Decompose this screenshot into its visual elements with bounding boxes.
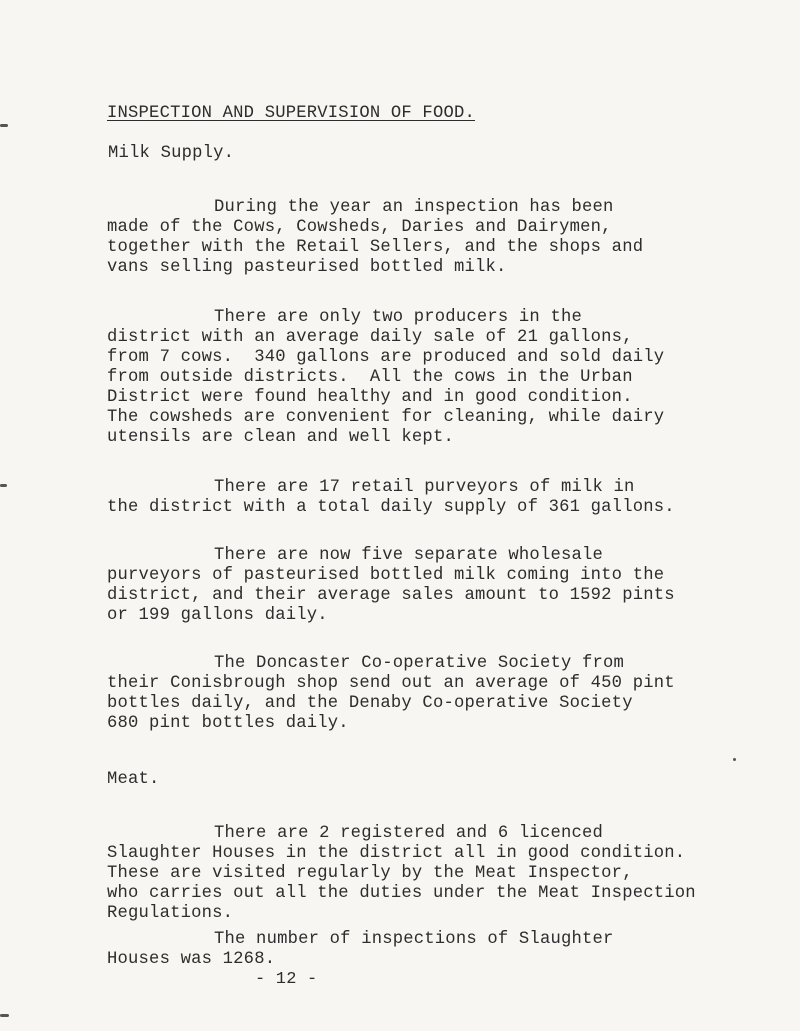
text-line: The Doncaster Co-operative Society from xyxy=(214,654,625,673)
text-line: utensils are clean and well kept. xyxy=(107,428,454,447)
text-line: There are only two producers in the xyxy=(214,308,582,327)
text-line: Regulations. xyxy=(107,904,234,923)
text-line: District were found healthy and in good condition. xyxy=(107,388,633,407)
text-line: The number of inspections of Slaughter xyxy=(214,930,614,949)
milk-supply-heading: Milk Supply. xyxy=(108,144,235,163)
scan-mark xyxy=(0,484,7,487)
text-line: from 7 cows. 340 gallons are produced and sold daily xyxy=(107,348,665,367)
text-line: the district with a total daily supply of 361 gallons. xyxy=(107,498,675,517)
text-line: made of the Cows, Cowsheds, Daries and Dairymen, xyxy=(107,218,612,237)
text-line: bottles daily, and the Denaby Co-operative Society xyxy=(107,694,633,713)
text-line: There are 17 retail purveyors of milk in xyxy=(214,478,635,497)
text-line: district, and their average sales amount to 1592 pints xyxy=(107,586,675,605)
scan-dot xyxy=(733,758,736,761)
text-line: their Conisbrough shop send out an average of 450 pint xyxy=(107,674,675,693)
text-line: together with the Retail Sellers, and the shops and xyxy=(107,238,644,257)
page-title: INSPECTION AND SUPERVISION OF FOOD. xyxy=(107,104,475,123)
scan-mark xyxy=(0,124,8,127)
text-line: 680 pint bottles daily. xyxy=(107,714,349,733)
text-line: There are 2 registered and 6 licenced xyxy=(214,824,604,843)
text-line: who carries out all the duties under the Meat Inspection xyxy=(107,884,696,903)
text-line: The cowsheds are convenient for cleaning, while dairy xyxy=(107,408,665,427)
text-line: Slaughter Houses in the district all in good condition. xyxy=(107,844,686,863)
text-line: There are now five separate wholesale xyxy=(214,546,604,565)
meat-heading: Meat. xyxy=(107,770,160,789)
page-number: - 12 - xyxy=(255,970,318,989)
scan-mark xyxy=(0,1014,9,1017)
text-line: During the year an inspection has been xyxy=(214,198,614,217)
text-line: district with an average daily sale of 21 gallons, xyxy=(107,328,633,347)
text-line: from outside districts. All the cows in the Urban xyxy=(107,368,633,387)
text-line: purveyors of pasteurised bottled milk coming into the xyxy=(107,566,665,585)
text-line: vans selling pasteurised bottled milk. xyxy=(107,258,507,277)
text-line: or 199 gallons daily. xyxy=(107,606,328,625)
text-line: Houses was 1268. xyxy=(107,950,276,969)
text-line: These are visited regularly by the Meat Inspector, xyxy=(107,864,633,883)
